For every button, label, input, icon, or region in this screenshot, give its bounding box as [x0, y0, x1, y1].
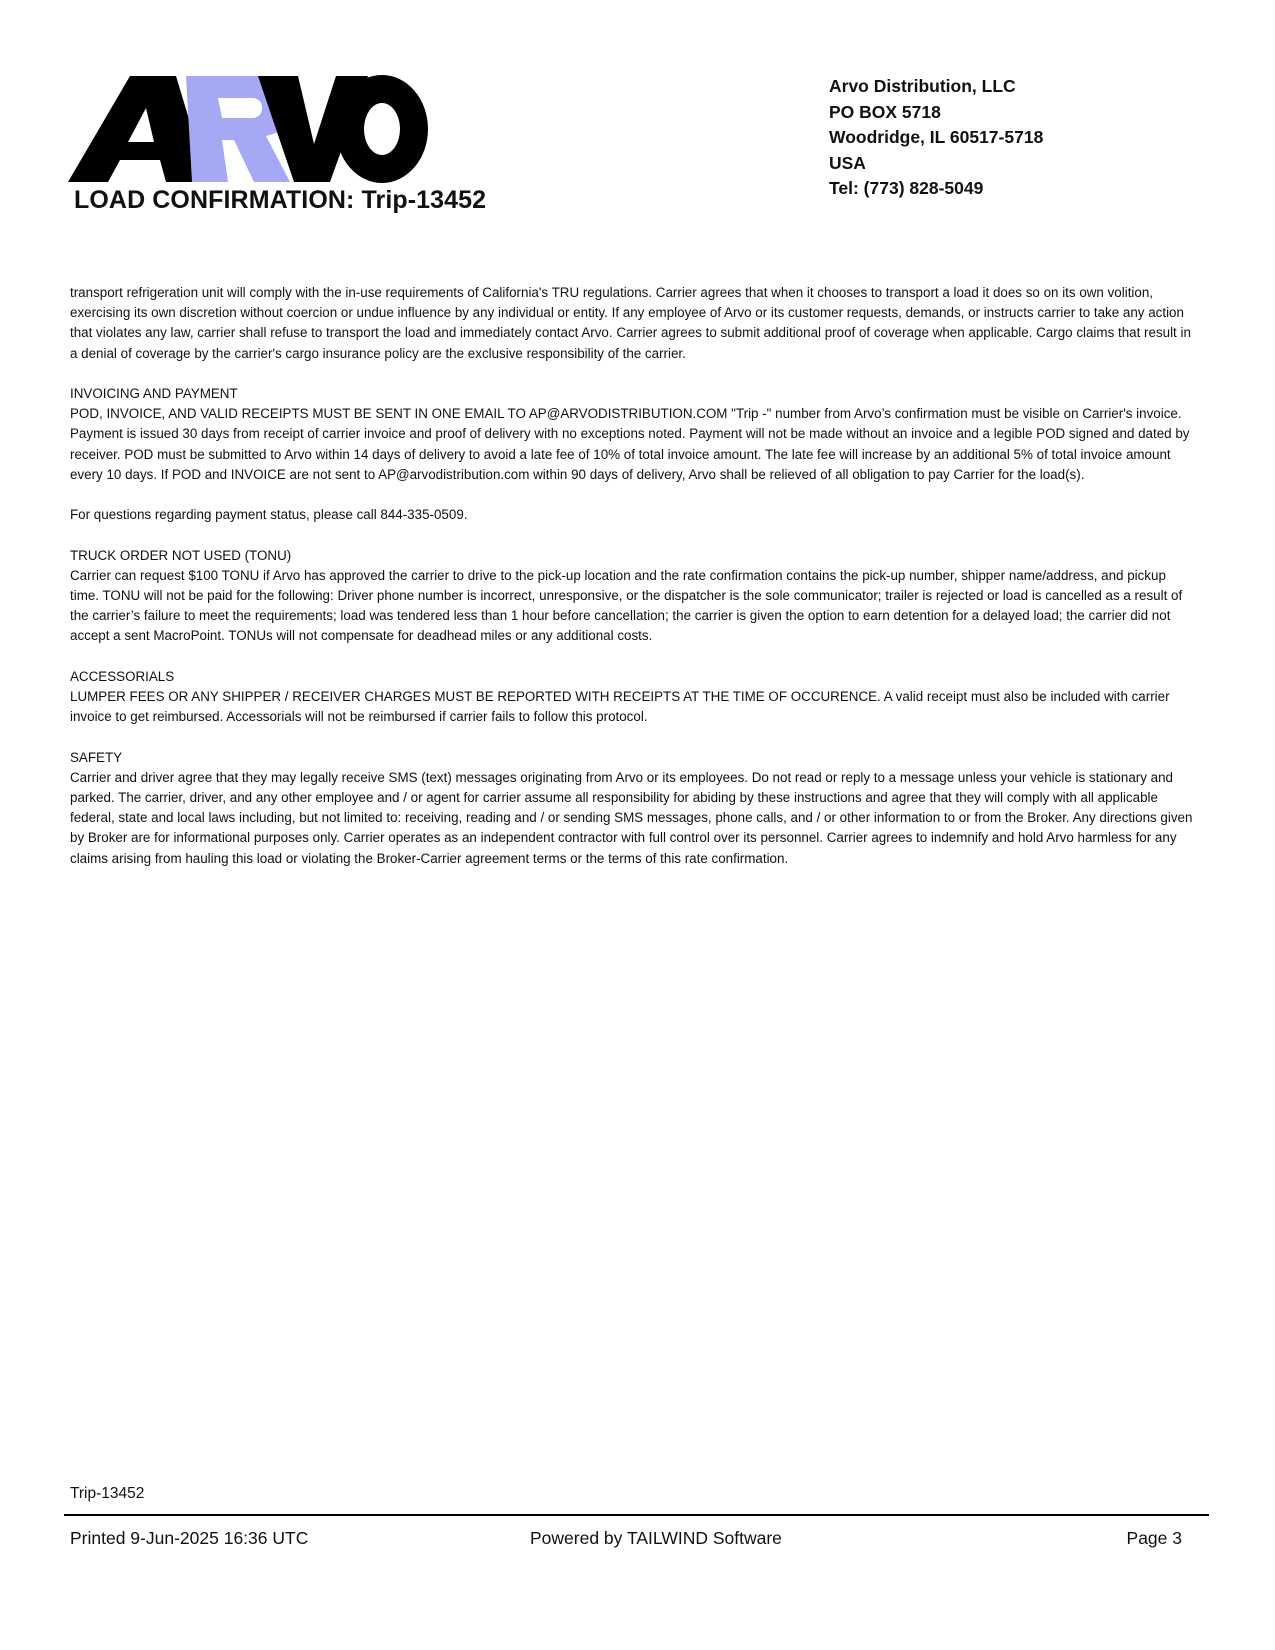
footer-printed-date: Printed 9-Jun-2025 16:36 UTC — [70, 1528, 309, 1548]
company-tel: Tel: (773) 828-5049 — [829, 178, 984, 198]
intro-paragraph: transport refrigeration unit will comply with the in-use requirements of California's TRU regulations. Carrier agrees that when it chooses to transport a load it does so on its own volition, exercising its own discretion without coercion or undue influence by any individual or entity. If any employee of Arvo or its customer requests, demands, or instructs carrier to take any action that violates any law, carrier shall refuse to transport the load and immediately contact Arvo. Carrier agrees to submit additional proof of coverage when applicable. Cargo claims that result in a denial of coverage by the carrier's cargo insurance policy are the exclusive responsibility of the carrier. — [70, 285, 1191, 361]
terms-body — [70, 283, 1195, 869]
footer-page-number: Page 3 — [1126, 1528, 1182, 1548]
company-address-block — [829, 74, 1043, 202]
payment-questions-paragraph: For questions regarding payment status, please call 844-335-0509. — [70, 507, 468, 523]
page-title: LOAD CONFIRMATION: Trip-13452 — [74, 186, 487, 214]
company-city-line: Woodridge, IL 60517-5718 — [829, 127, 1044, 147]
tonu-paragraph: Carrier can request $100 TONU if Arvo has approved the carrier to drive to the pick-up location and the rate confirmation contains the pick-up number, shipper name/address, and pickup time. TONU will not be paid for the following: Driver phone number is incorrect, unresponsive, or the dispatcher is the sole communicator; trailer is rejected or load is cancelled as a result of the carrier’s failure to meet the requirements; load was tendered less than 1 hour before cancellation; the carrier is given the option to earn detention for a delayed load; the carrier did not accept a sent MacroPoint. TONUs will not compensate for deadhead miles or any additional costs. — [70, 567, 1183, 644]
company-po-box: PO BOX 5718 — [829, 101, 941, 122]
footer-trip-number: Trip-13452 — [70, 1485, 145, 1502]
footer-divider — [64, 1514, 1209, 1516]
accessorials-paragraph: LUMPER FEES OR ANY SHIPPER / RECEIVER CHARGES MUST BE REPORTED WITH RECEIPTS AT THE TIME OF OCCURENCE. A valid receipt must also be included with carrier invoice to get reimbursed. Accessorials will not be reimbursed if carrier fails to follow this protocol. — [70, 689, 1170, 725]
safety-paragraph: Carrier and driver agree that they may legally receive SMS (text) messages originating from Arvo or its employees. Do not read or reply to a message unless your vehicle is stationary and parked. The carrier, driver, and any other employee and / or agent for carrier assume all responsibility for abiding by these instructions and agree that they will comply with all applicable federal, state and local laws including, but not limited to: receiving, reading and / or sending SMS messages, phone calls, and / or other information to or from the Broker. Any directions given by Broker are for informational purposes only. Carrier operates as an independent contractor with full control over its personnel. Carrier agrees to indemnify and hold Arvo harmless for any claims arising from hauling this load or violating the Broker-Carrier agreement terms or the terms of this rate confirmation. — [70, 769, 1193, 866]
invoicing-paragraph: POD, INVOICE, AND VALID RECEIPTS MUST BE SENT IN ONE EMAIL TO AP@ARVODISTRIBUTION.COM "Trip -" number from Arvo’s confirmation must be visible on Carrier's invoice. Payment is issued 30 days from receipt of carrier invoice and proof of delivery with no exceptions noted. Payment will not be made without an invoice and a legible POD signed and dated by receiver. POD must be submitted to Arvo within 14 days of delivery to avoid a late fee of 10% of total invoice amount. The late fee will increase by an additional 5% of total invoice amount every 10 days. If POD and INVOICE are not sent to AP@arvodistribution.com within 90 days of delivery, Arvo shall be relieved of all obligation to pay Carrier for the load(s). — [70, 406, 1190, 482]
footer-powered-by: Powered by TAILWIND Software — [530, 1528, 782, 1548]
invoicing-heading: INVOICING AND PAYMENT — [70, 386, 238, 401]
tonu-heading: TRUCK ORDER NOT USED (TONU) — [70, 547, 292, 563]
accessorials-heading: ACCESSORIALS — [70, 668, 175, 684]
arvo-logo — [68, 72, 428, 190]
company-name: Arvo Distribution, LLC — [829, 76, 1016, 96]
safety-heading: SAFETY — [70, 749, 123, 765]
company-country: USA — [829, 152, 866, 173]
